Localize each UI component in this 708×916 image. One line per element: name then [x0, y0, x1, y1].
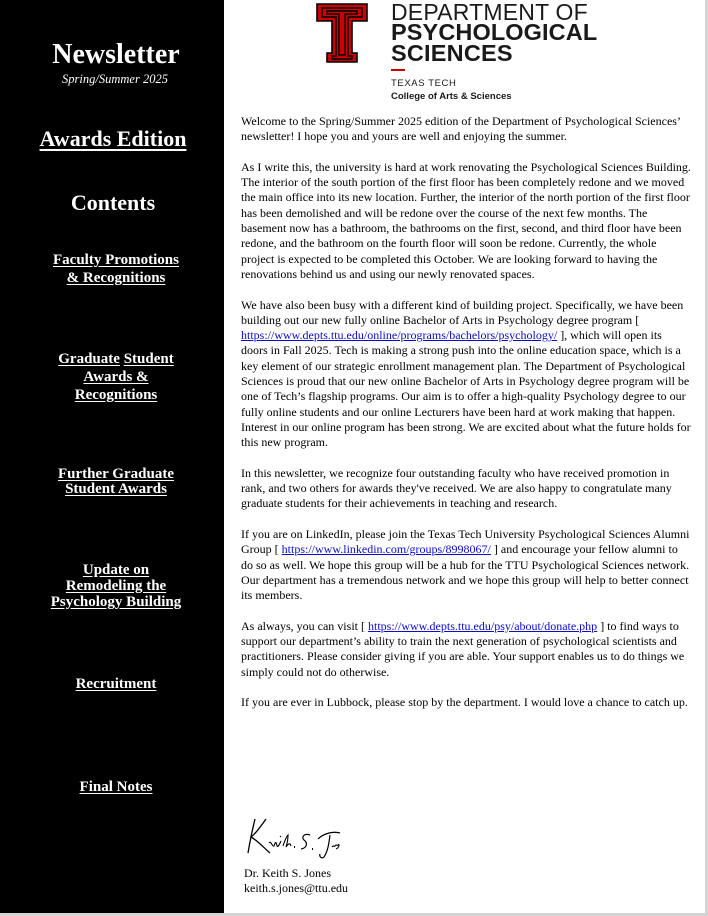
letter-paragraph-online-degree [241, 298, 691, 451]
department-name-line-2: PSYCHOLOGICAL [391, 19, 598, 45]
letter-paragraph-donate [241, 619, 691, 680]
toc-line: Further Graduate [58, 466, 174, 482]
toc-line: & Recognitions [66, 270, 166, 286]
letter-paragraph-closing: If you are ever in Lubbock, please stop by the department. I would love a chance to catch up. [241, 695, 688, 710]
toc-line: Psychology Building [50, 594, 182, 610]
toc-link-recruitment[interactable] [0, 675, 232, 693]
handwritten-signature-icon [244, 813, 344, 861]
newsletter-title: Newsletter [52, 39, 180, 70]
toc-line: Final Notes [79, 779, 153, 795]
newsletter-letter [241, 114, 691, 726]
paragraph-text: ], which will open its doors in Fall 2025. Tech is making a strong push into the online education space, which is a key element of our strategic enrollment management plan. The Department of Psychological Sciences is proud that our new online Bachelor of Arts in Psychology degree program will be one of Tech’s flagship programs. Our aim is to offer a high-quality Psychology degree to our fully online students and our online Lecturers have been hard at work making that happen. Interest in our online program has been strong. We are excited about what the future holds for this new program. [241, 328, 691, 450]
toc-line: Student [123, 351, 174, 367]
toc-line: Student Awards [65, 481, 167, 497]
logo-accent-rule [391, 69, 405, 71]
toc-line: Recognitions [74, 387, 158, 403]
sidebar [0, 0, 224, 913]
toc-line: Awards & [83, 369, 149, 385]
paragraph-text: ] to find ways to support our department’s ability to train the next generation of psychological scientists and practitioners. Please consider giving if you are able. Your support enables us to do things we simply could not do otherwise. [241, 618, 685, 679]
paragraph-text: ] and encourage your fellow alumni to do so as well. We hope this group will be a hub for the TTU Psychological Sciences network. Our department has a tremendous network and we hope this group will help to better connect its members. [241, 542, 690, 603]
toc-line: Recruitment [75, 676, 157, 692]
toc-link-further-graduate-awards[interactable] [0, 467, 232, 497]
department-name-line-3: SCIENCES [391, 40, 513, 66]
signature-block [244, 866, 348, 896]
letter-paragraph-recognition: In this newsletter, we recognize four outstanding faculty who have received promotion in rank, and two others for awards they've received. We are also happy to congratulate many graduate students for their achievements in teaching and research. [241, 465, 672, 511]
paragraph-text: As always, you can visit [ [241, 618, 368, 633]
paragraph-text: We have also been busy with a different kind of building project. Specifically, we have been building out our new fully online Bachelor of Arts in Psychology degree program [ [241, 297, 684, 327]
double-t-logo-icon [316, 3, 368, 63]
toc-line: Graduate [58, 351, 120, 367]
signer-name: Dr. Keith S. Jones [244, 866, 331, 880]
letter-paragraph-linkedin [241, 527, 691, 603]
linkedin-group-link[interactable]: https://www.linkedin.com/groups/8998067/ [281, 542, 491, 557]
letter-paragraph-renovation: As I write this, the university is hard at work renovating the Psychological Sciences Building. The interior of the south portion of the first floor has been completely redone and we moved the main office into its new location. Further, the interior of the north portion of the first floor has been demolished and will be redone over the course of the next few months. The basement now has a bathroom, the bathrooms on the first, second, and third floor have been redone, and the bathroom on the fourth floor will soon be redone. Currently, the whole project is expected to be completed this October. We are looking forward to having the renovations behind us and using our newly renovated spaces. [241, 159, 691, 281]
online-program-link[interactable]: https://www.depts.ttu.edu/online/programs/bachelors/psychology/ [241, 328, 558, 343]
toc-link-remodeling-update[interactable] [0, 562, 232, 610]
paragraph-text: If you are on LinkedIn, please join the Texas Tech University Psychological Sciences Alumni Group [ [241, 527, 690, 557]
college-name: College of Arts & Sciences [391, 91, 512, 102]
toc-link-final-notes[interactable] [0, 778, 232, 796]
contents-heading: Contents [70, 190, 156, 215]
university-name: TEXAS TECH [391, 78, 457, 89]
toc-line: Faculty Promotions [53, 252, 179, 268]
department-name-line-1: DEPARTMENT OF [391, 0, 588, 25]
toc-line: Update on [82, 562, 150, 578]
letter-paragraph-welcome: Welcome to the Spring/Summer 2025 edition of the Department of Psychological Sciences’ newsletter! I hope you and yours are well and enjoying the summer. [241, 114, 681, 144]
newsletter-subtitle: Spring/Summer 2025 [62, 72, 168, 86]
toc-link-graduate-awards[interactable] [0, 350, 232, 404]
donate-link[interactable]: https://www.depts.ttu.edu/psy/about/donate.php [367, 618, 598, 633]
toc-line: Remodeling the [65, 578, 167, 594]
edition-title: Awards Edition [39, 126, 187, 151]
signer-email: keith.s.jones@ttu.edu [244, 881, 349, 895]
toc-link-faculty-promotions[interactable] [0, 251, 232, 287]
